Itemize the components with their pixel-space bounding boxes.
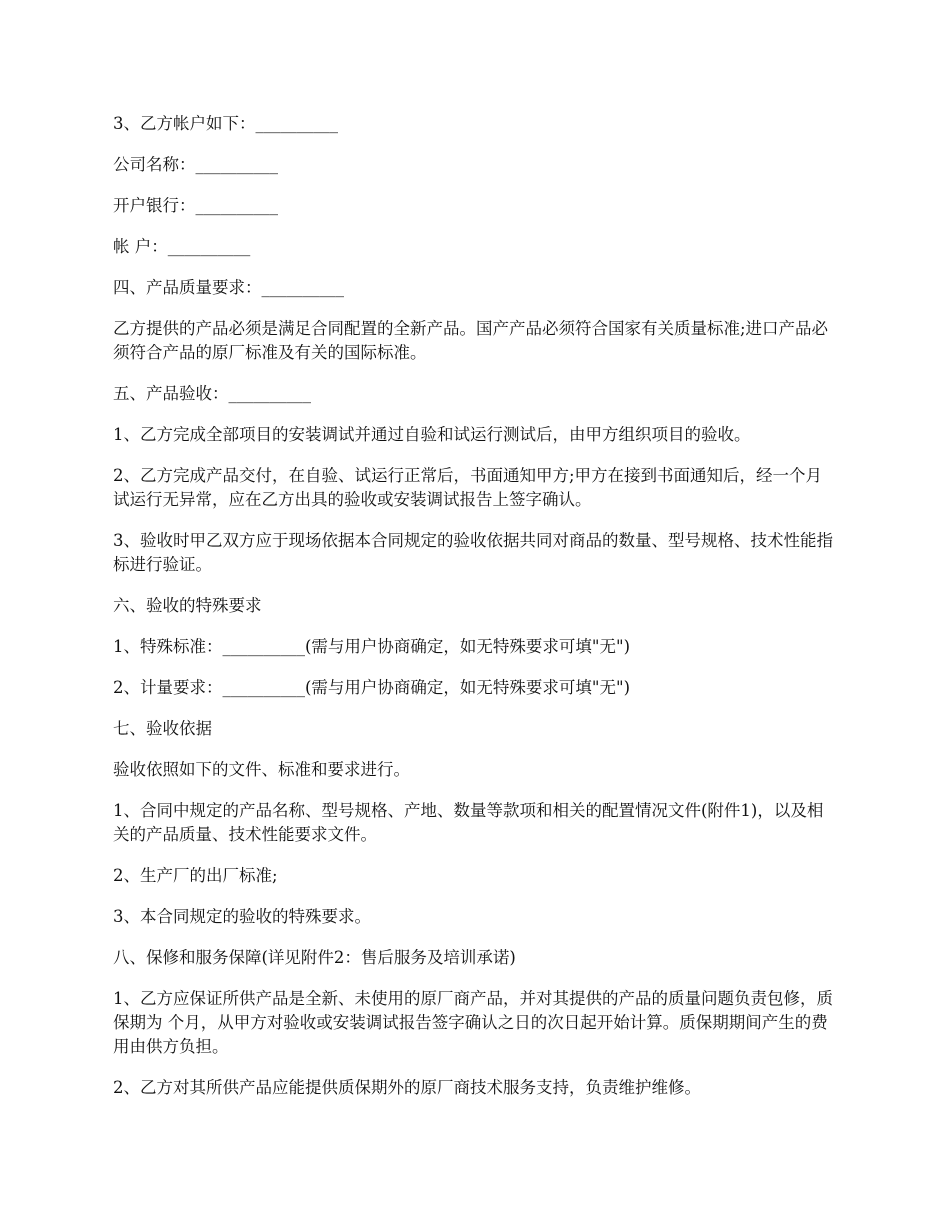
document-body <box>113 112 838 1117</box>
section-heading-special-requirements: 六、验收的特殊要求 <box>113 596 262 615</box>
paragraph-quality-text: 乙方提供的产品必须是满足合同配置的全新产品。国产产品必须符合国家有关质量标准;进口产品必须符合产品的原厂标准及有关的国际标准。 <box>113 319 829 362</box>
paragraph-acceptance-3: 3、验收时甲乙双方应于现场依据本合同规定的验收依据共同对商品的数量、型号规格、技术性能指标进行验证。 <box>113 531 833 574</box>
paragraph-company-name: 公司名称：__________ <box>113 155 278 174</box>
paragraph-basis-2: 2、生产厂的出厂标准; <box>113 866 278 885</box>
section-heading-warranty: 八、保修和服务保障(详见附件2：售后服务及培训承诺) <box>113 948 516 967</box>
paragraph-account-number: 帐 户：__________ <box>113 237 251 256</box>
paragraph-account-heading: 3、乙方帐户如下：__________ <box>113 114 338 133</box>
paragraph-basis-1: 1、合同中规定的产品名称、型号规格、产地、数量等款项和相关的配置情况文件(附件1)，以及相关的产品质量、技术性能要求文件。 <box>113 801 824 844</box>
paragraph-basis-intro: 验收依照如下的文件、标准和要求进行。 <box>113 760 410 779</box>
section-heading-acceptance-basis: 七、验收依据 <box>113 719 212 738</box>
paragraph-basis-3: 3、本合同规定的验收的特殊要求。 <box>113 907 371 926</box>
paragraph-special-standard: 1、特殊标准：__________(需与用户协商确定，如无特殊要求可填"无") <box>113 637 631 656</box>
paragraph-measurement-requirement: 2、计量要求：__________(需与用户协商确定，如无特殊要求可填"无") <box>113 678 631 697</box>
paragraph-warranty-1: 1、乙方应保证所供产品是全新、未使用的原厂商产品，并对其提供的产品的质量问题负责包修，质保期为 个月，从甲方对验收或安装调试报告签字确认之日的次日起开始计算。质保期期间产生的费用由供方负担。 <box>113 989 833 1056</box>
paragraph-bank: 开户银行：__________ <box>113 196 278 215</box>
section-heading-acceptance: 五、产品验收：__________ <box>113 384 311 403</box>
paragraph-acceptance-1: 1、乙方完成全部项目的安装调试并通过自验和试运行测试后，由甲方组织项目的验收。 <box>113 425 751 444</box>
paragraph-acceptance-2: 2、乙方完成产品交付，在自验、试运行正常后，书面通知甲方;甲方在接到书面通知后，经一个月试运行无异常，应在乙方出具的验收或安装调试报告上签字确认。 <box>113 466 823 509</box>
section-heading-quality: 四、产品质量要求：__________ <box>113 278 344 297</box>
paragraph-warranty-2: 2、乙方对其所供产品应能提供质保期外的原厂商技术服务支持，负责维护维修。 <box>113 1078 701 1097</box>
